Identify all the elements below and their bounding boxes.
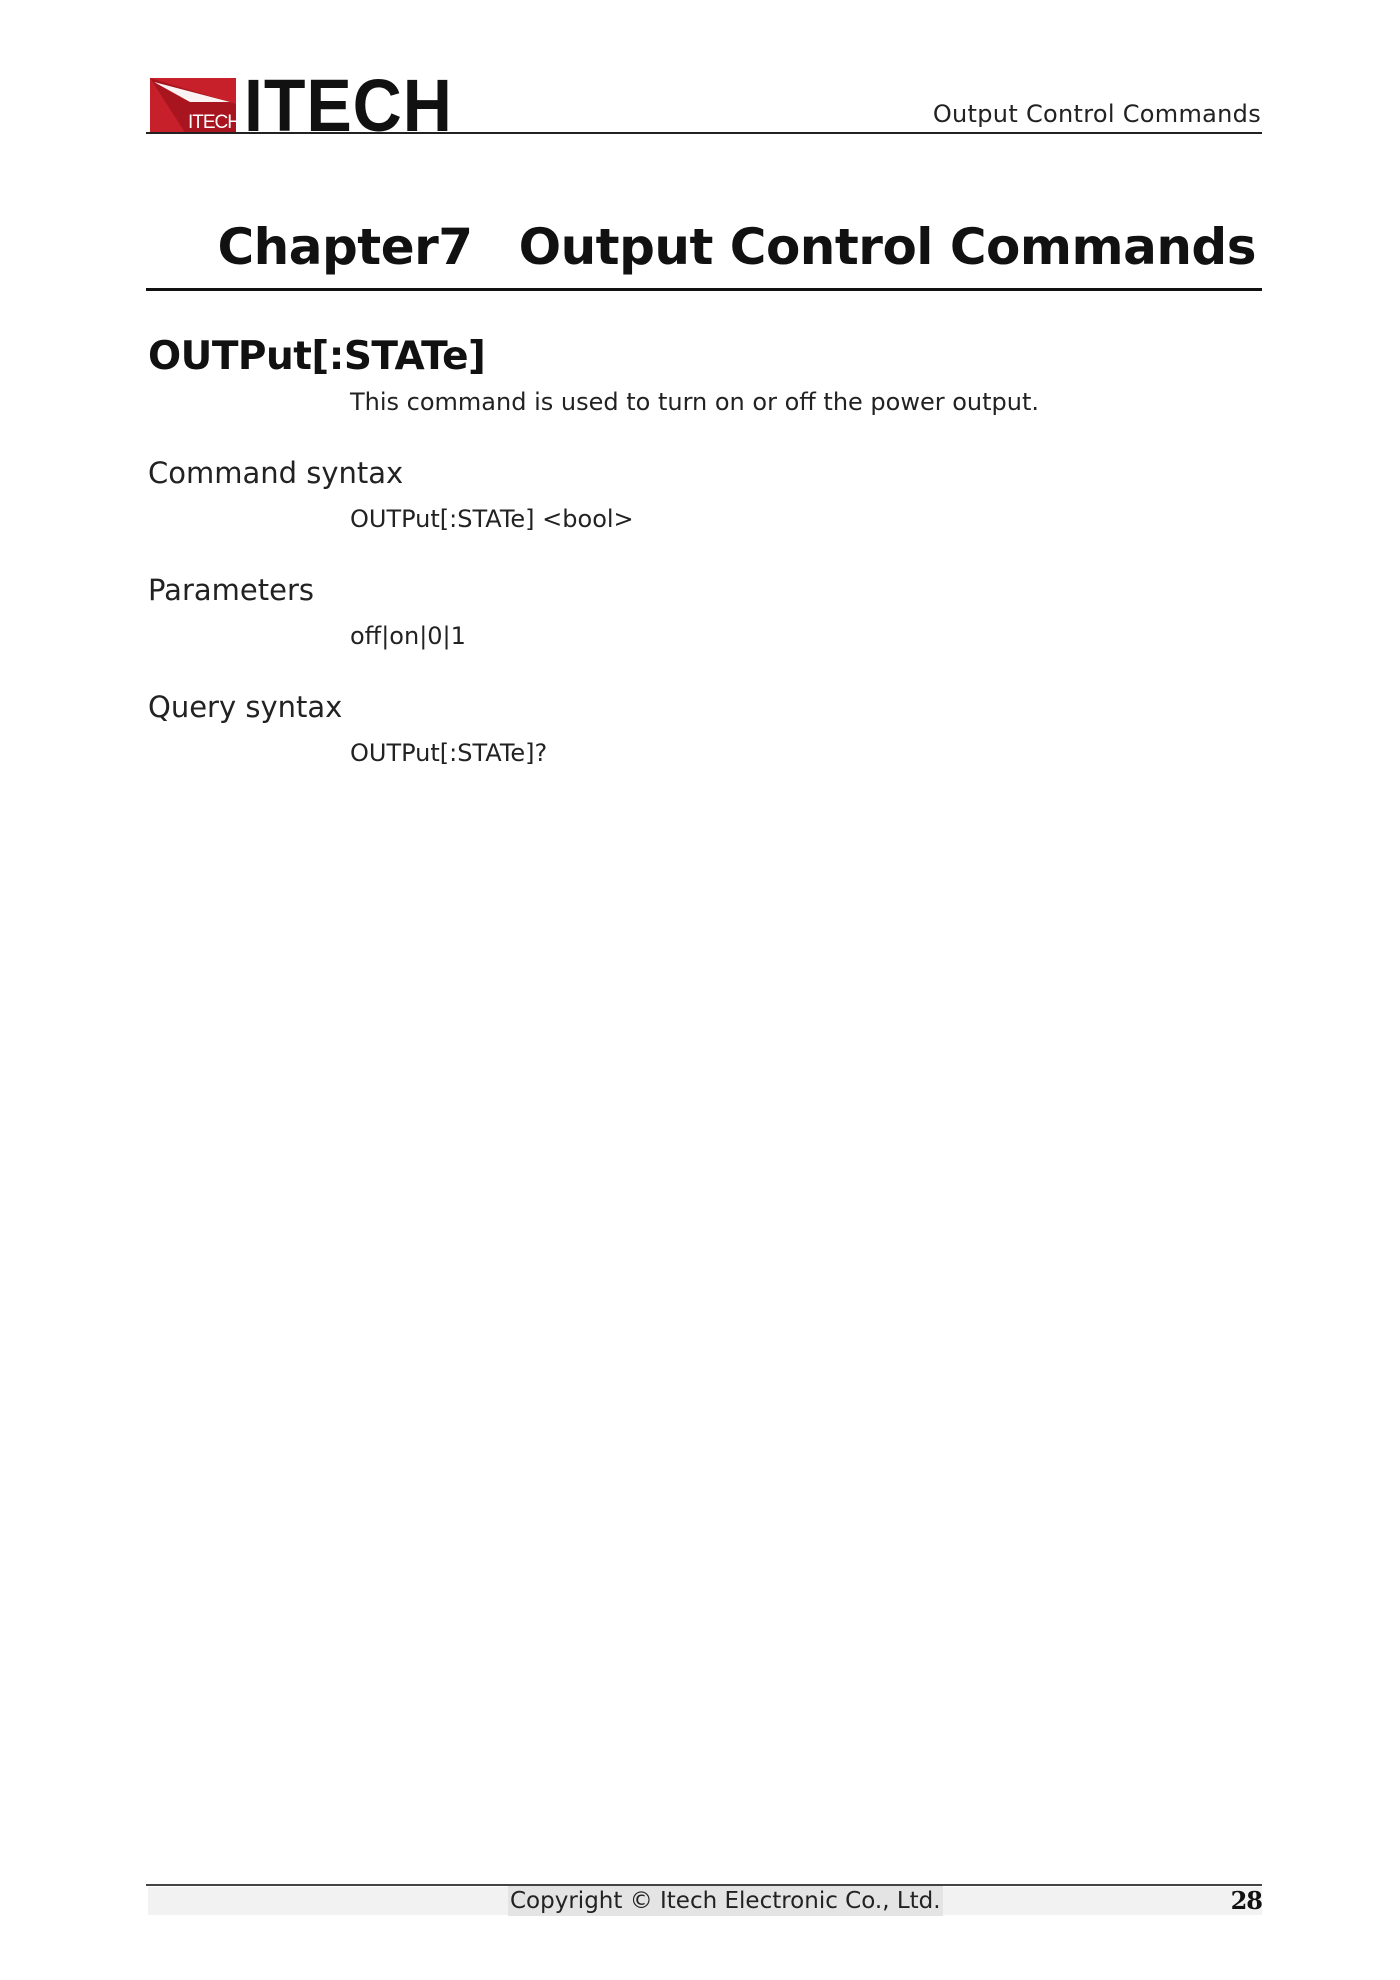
header-divider xyxy=(146,132,1262,134)
logo-wordmark: ITECH xyxy=(244,64,453,147)
chapter-number: Chapter7 xyxy=(217,218,473,276)
chapter-title xyxy=(217,218,1256,276)
command-heading: OUTPut[:STATe] xyxy=(148,334,486,379)
chapter-name: Output Control Commands xyxy=(518,218,1256,276)
query-syntax-value: OUTPut[:STATe]? xyxy=(350,739,548,767)
logo-mark-label: ITECH xyxy=(188,112,240,133)
running-header-title: Output Control Commands xyxy=(932,100,1261,128)
command-syntax-value: OUTPut[:STATe] <bool> xyxy=(350,505,634,533)
parameters-value: off|on|0|1 xyxy=(350,622,466,650)
footer-copyright: Copyright © Itech Electronic Co., Ltd. xyxy=(510,1888,941,1914)
itech-logo-mark-icon xyxy=(150,78,240,134)
query-syntax-label: Query syntax xyxy=(148,690,343,724)
page-number: 28 xyxy=(1230,1886,1262,1915)
parameters-label: Parameters xyxy=(148,573,314,607)
command-description: This command is used to turn on or off the power output. xyxy=(350,388,1040,416)
command-syntax-label: Command syntax xyxy=(148,456,404,490)
chapter-divider xyxy=(146,288,1262,291)
itech-logo xyxy=(150,64,471,147)
